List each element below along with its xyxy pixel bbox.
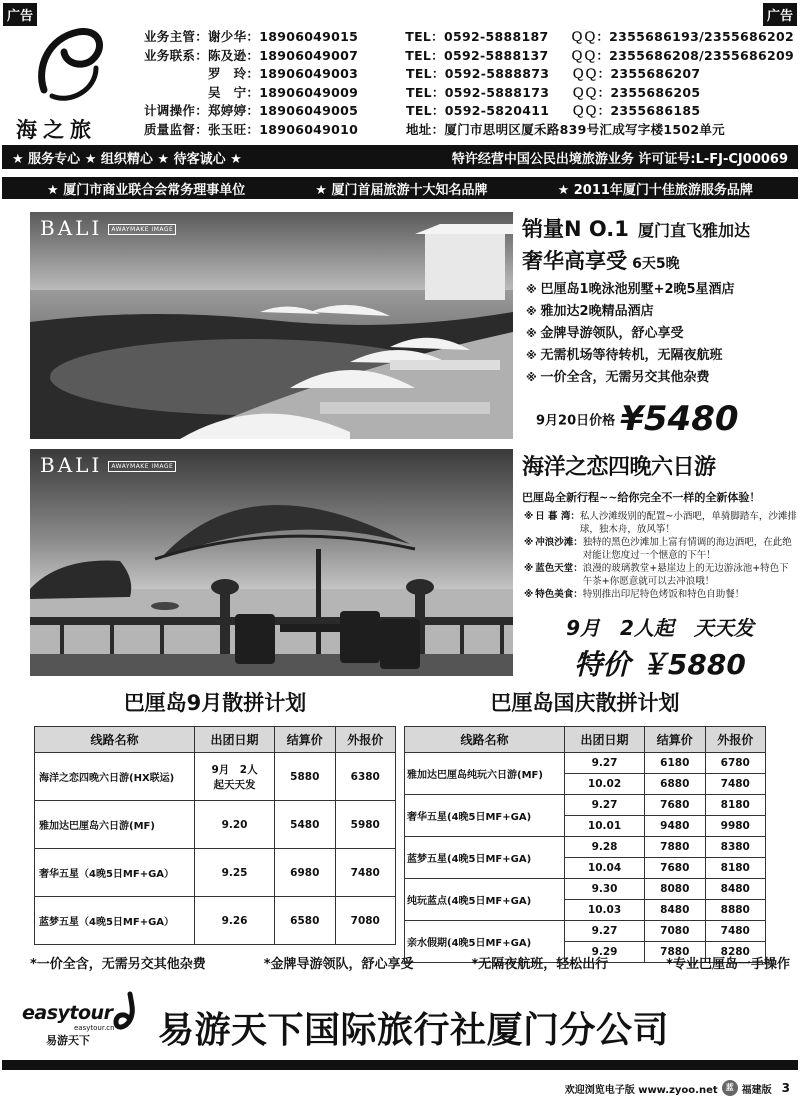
table-cell [275, 801, 335, 849]
table-row [405, 753, 766, 774]
feature-label: 冲浪沙滩： [535, 537, 583, 548]
table-cell [195, 801, 275, 849]
table-cell: 8080 [645, 879, 705, 900]
contact-row [144, 65, 794, 84]
cell-text: 6580 [290, 914, 320, 927]
promo2-subtitle: 巴厘岛全新行程~~给你完全不一样的全新体验！ [522, 491, 761, 504]
cell-text: 起天天发 [213, 778, 256, 791]
table-cell [195, 849, 275, 897]
bali-label: BALI AWAYMAKE IMAGE [40, 216, 176, 240]
feature-text: 浪漫的玻璃教堂+悬崖边上的无边游泳池+特色下午茶+你愿意就可以去冲浪哦！ [582, 563, 789, 587]
feature-text: 特别推出印尼特色烤饭和特色自助餐！ [582, 589, 745, 600]
contact-field: 计调操作：郑婷婷：18906049005 [144, 103, 359, 118]
feature-label: 日 暮 湾： [535, 511, 580, 522]
table-cell: 7880 [645, 837, 705, 858]
table-cell: 亲水假期(4晚5日MF+GA) [405, 921, 565, 963]
table-cell: 6180 [645, 753, 705, 774]
feature-item: ※ 无需机场等待转机，无隔夜航班 [526, 345, 798, 367]
swirl-logo-icon [30, 24, 108, 106]
table-cell: 7480 [705, 774, 765, 795]
feature-label: 特色美食： [535, 589, 583, 600]
bali-label: BALI AWAYMAKE IMAGE [40, 453, 176, 477]
table-cell [195, 897, 275, 945]
table-cell [335, 801, 395, 849]
cell-text: 奢华五星（4晚5日MF+GA） [39, 869, 175, 880]
table-cell: 7480 [705, 921, 765, 942]
table-row [405, 879, 766, 900]
table-cell: 9.27 [565, 795, 645, 816]
table-cell: 9.27 [565, 753, 645, 774]
table-cell [35, 849, 195, 897]
table-cell: 10.03 [565, 900, 645, 921]
cell-text: 9.20 [221, 818, 248, 831]
company-name: 易游天下国际旅行社厦门分公司 [158, 1010, 670, 1051]
table-row [35, 849, 396, 897]
brand-name: 海之旅 [16, 118, 97, 142]
table-row [35, 801, 396, 849]
feature-item: ※ 巴厘岛1晚泳池别墅+2晚5星酒店 [526, 279, 798, 301]
license-info: 特许经营中国公民出境旅游业务 许可证号:L-FJ-CJ00069 [451, 151, 788, 167]
table-cell: 雅加达巴厘岛纯玩六日游(MF) [405, 753, 565, 795]
table1-title: 巴厘岛9月散拼计划 [123, 691, 307, 715]
contact-field: 地址：厦门市思明区厦禾路839号汇成写字楼1502单元 [406, 121, 725, 137]
contact-field: TEL：0592-5888873 [406, 66, 550, 81]
feature-item: ※ 雅加达2晚精品酒店 [526, 301, 798, 323]
brand-logo [30, 24, 108, 106]
table-row [405, 795, 766, 816]
table1 [34, 726, 396, 945]
cell-text: 6980 [290, 866, 320, 879]
easytour-logo [22, 990, 142, 1050]
promo2-text [522, 450, 798, 683]
contact-field: ＱＱ：2355686208/2355686209 [570, 47, 794, 63]
contact-field: 吴 宁：18906049009 [144, 84, 359, 100]
table-row [35, 897, 396, 945]
honor-item: ★ 2011年厦门十佳旅游服务品牌 [557, 182, 753, 198]
table-cell [275, 753, 335, 801]
promo2-departure: 9月 2人起 天天发 [566, 615, 754, 640]
feature-item: ※ 金牌导游领队，舒心享受 [526, 323, 798, 345]
promo2-features [522, 511, 798, 602]
table-cell: 7080 [645, 921, 705, 942]
promo1-features [522, 279, 798, 389]
table2-title: 巴厘岛国庆散拼计划 [490, 691, 680, 715]
table-cell [275, 849, 335, 897]
asterisk-icon: ※ [524, 537, 534, 548]
feature-text: 私人沙滩级别的配置~小酒吧，单骑脚踏车，沙滩排球，独木舟，放风筝！ [579, 511, 797, 535]
table-cell: 8480 [645, 900, 705, 921]
asterisk-icon: ※ [524, 511, 534, 522]
table-cell: 蓝梦五星(4晚5日MF+GA) [405, 837, 565, 879]
contact-field: TEL：0592-5888187 [405, 29, 549, 44]
ad-badge-right: 广告 [763, 3, 797, 26]
table-cell: 9.29 [565, 942, 645, 963]
col-header: 线路名称 [35, 727, 195, 753]
logo-text: easytour [22, 1002, 113, 1024]
cell-text: 9.25 [221, 866, 248, 879]
contact-row [144, 121, 794, 140]
feature-item: ※ 一价全含，无需另交其他杂费 [526, 367, 798, 389]
honors-bar [2, 177, 798, 199]
table-cell: 8280 [705, 942, 765, 963]
cell-text: 7080 [350, 914, 380, 927]
table2 [404, 726, 766, 963]
condition-item: *一价全含，无需另交其他杂费 [30, 957, 206, 972]
easytour-mark-icon [110, 990, 140, 1038]
table-cell [35, 801, 195, 849]
footer [500, 1080, 790, 1096]
pool-scene-image [30, 212, 513, 439]
table-cell: 8880 [705, 900, 765, 921]
col-header: 外报价 [335, 727, 395, 753]
col-header: 结算价 [275, 727, 335, 753]
table-cell: 9980 [705, 816, 765, 837]
table-cell [195, 753, 275, 801]
contact-row [144, 84, 794, 103]
logo-site: easytour.cn [74, 1024, 115, 1032]
table-cell: 7680 [645, 795, 705, 816]
feature-label: 蓝色天堂： [535, 563, 583, 574]
promo1-title-b: 厦门直飞雅加达 [637, 221, 750, 240]
contact-row [144, 28, 794, 47]
cell-text: 5480 [290, 818, 320, 831]
contact-field: 业务联系：陈及逊：18906049007 [144, 47, 359, 63]
cell-text: 9.26 [221, 914, 248, 927]
table-row [405, 837, 766, 858]
contact-field: TEL：0592-5888137 [405, 47, 549, 63]
contact-field: 质量监督：张玉旺：18906049010 [144, 121, 359, 137]
contact-field: ＱＱ：2355686207 [572, 66, 701, 81]
condition-item: *金牌导游领队，舒心享受 [263, 957, 414, 972]
table-cell [335, 753, 395, 801]
table-cell: 9.27 [565, 921, 645, 942]
promo2-feature-item [524, 537, 798, 562]
cell-text: 7480 [350, 866, 380, 879]
table-cell: 7880 [645, 942, 705, 963]
honor-item: ★ 厦门市商业联合会常务理事单位 [47, 182, 246, 198]
condition-item: *专业巴厘岛一手操作 [666, 957, 790, 972]
contact-field: ＱＱ：2355686205 [572, 84, 701, 100]
cell-text: 9月 2人 [211, 763, 258, 776]
asterisk-icon: ※ [524, 589, 534, 600]
promo1-price-label: 9月20日价格 [536, 413, 616, 429]
promo1-sub-a: 奢华高享受 [522, 249, 627, 273]
col-header: 出团日期 [565, 727, 645, 753]
table-cell [335, 897, 395, 945]
contact-field: TEL：0592-5820411 [406, 103, 550, 118]
cell-text: 海洋之恋四晚六日游(HX联运) [39, 773, 175, 784]
cell-text: 5880 [290, 770, 320, 783]
table-cell: 9480 [645, 816, 705, 837]
cell-text: 5980 [350, 818, 380, 831]
table-row [405, 921, 766, 942]
table-cell [335, 849, 395, 897]
footer-edition: 福建版 [741, 1084, 772, 1096]
promo2-feature-item [524, 563, 798, 588]
table-cell: 10.02 [565, 774, 645, 795]
promo2-feature-item [524, 511, 798, 536]
table-row [35, 753, 396, 801]
col-header: 线路名称 [405, 727, 565, 753]
table-cell: 6780 [705, 753, 765, 774]
contact-field: ＱＱ：2355686185 [572, 103, 701, 118]
bottom-rule [2, 1060, 798, 1070]
promo1-sub-b: 6天5晚 [632, 256, 680, 272]
promo1-text [522, 213, 798, 439]
table-cell: 8380 [705, 837, 765, 858]
service-slogan: ★ 服务专心 ★ 组织精心 ★ 待客诚心 ★ [12, 151, 242, 167]
cell-text: 蓝梦五星（4晚5日MF+GA） [39, 917, 175, 928]
table-cell [275, 897, 335, 945]
table-cell: 9.30 [565, 879, 645, 900]
table-cell: 10.04 [565, 858, 645, 879]
table-cell: 8180 [705, 795, 765, 816]
contact-field: 业务主管：谢少华：18906049015 [144, 29, 359, 44]
table-cell [35, 897, 195, 945]
cell-text: 雅加达巴厘岛六日游(MF) [39, 821, 155, 832]
page-number: 3 [781, 1081, 790, 1095]
footer-text: 欢迎浏览电子版 www.zyoo.net [564, 1084, 718, 1096]
contact-field: TEL：0592-5888173 [406, 84, 550, 100]
table-cell: 9.28 [565, 837, 645, 858]
contact-field: 罗 玲：18906049003 [144, 66, 359, 81]
honor-item: ★ 厦门首届旅游十大知名品牌 [315, 182, 488, 198]
promo2-feature-item [524, 589, 798, 602]
col-header: 外报价 [705, 727, 765, 753]
table-cell: 6880 [645, 774, 705, 795]
contact-block [144, 28, 794, 139]
table-cell: 奢华五星(4晚5日MF+GA) [405, 795, 565, 837]
service-bar [2, 145, 798, 169]
table-cell: 8180 [705, 858, 765, 879]
bali-umbrella-photo [30, 449, 513, 676]
table-cell [35, 753, 195, 801]
table-cell: 10.01 [565, 816, 645, 837]
promo1-title-a: 销量N O.1 [522, 217, 629, 241]
table-cell: 7680 [645, 858, 705, 879]
col-header: 结算价 [645, 727, 705, 753]
contact-row [144, 47, 794, 66]
table-cell: 纯玩蓝点(4晚5日MF+GA) [405, 879, 565, 921]
promo2-price: 特价 ￥5880 [574, 647, 746, 681]
bali-pool-photo [30, 212, 513, 439]
contact-row [144, 102, 794, 121]
logo-cn: 易游天下 [46, 1034, 90, 1047]
promo1-price: ¥5480 [620, 399, 739, 439]
col-header: 出团日期 [195, 727, 275, 753]
feature-text: 独特的黑色沙滩加上富有情调的海边酒吧，在此绝对能让您度过一个惬意的下午！ [582, 537, 792, 561]
promo2-title: 海洋之恋四晚六日游 [522, 455, 716, 480]
asterisk-icon: ※ [524, 563, 534, 574]
table-cell: 8480 [705, 879, 765, 900]
ad-badge-left: 广告 [3, 3, 37, 26]
contact-field [725, 121, 794, 140]
cell-text: 6380 [350, 770, 380, 783]
conditions-row [30, 953, 790, 972]
condition-item: *无隔夜航班，轻松出行 [471, 957, 609, 972]
terrace-scene-image [30, 449, 513, 676]
contact-field: ＱＱ：2355686193/2355686202 [570, 29, 794, 44]
seal-icon: 蓝 [722, 1080, 738, 1096]
